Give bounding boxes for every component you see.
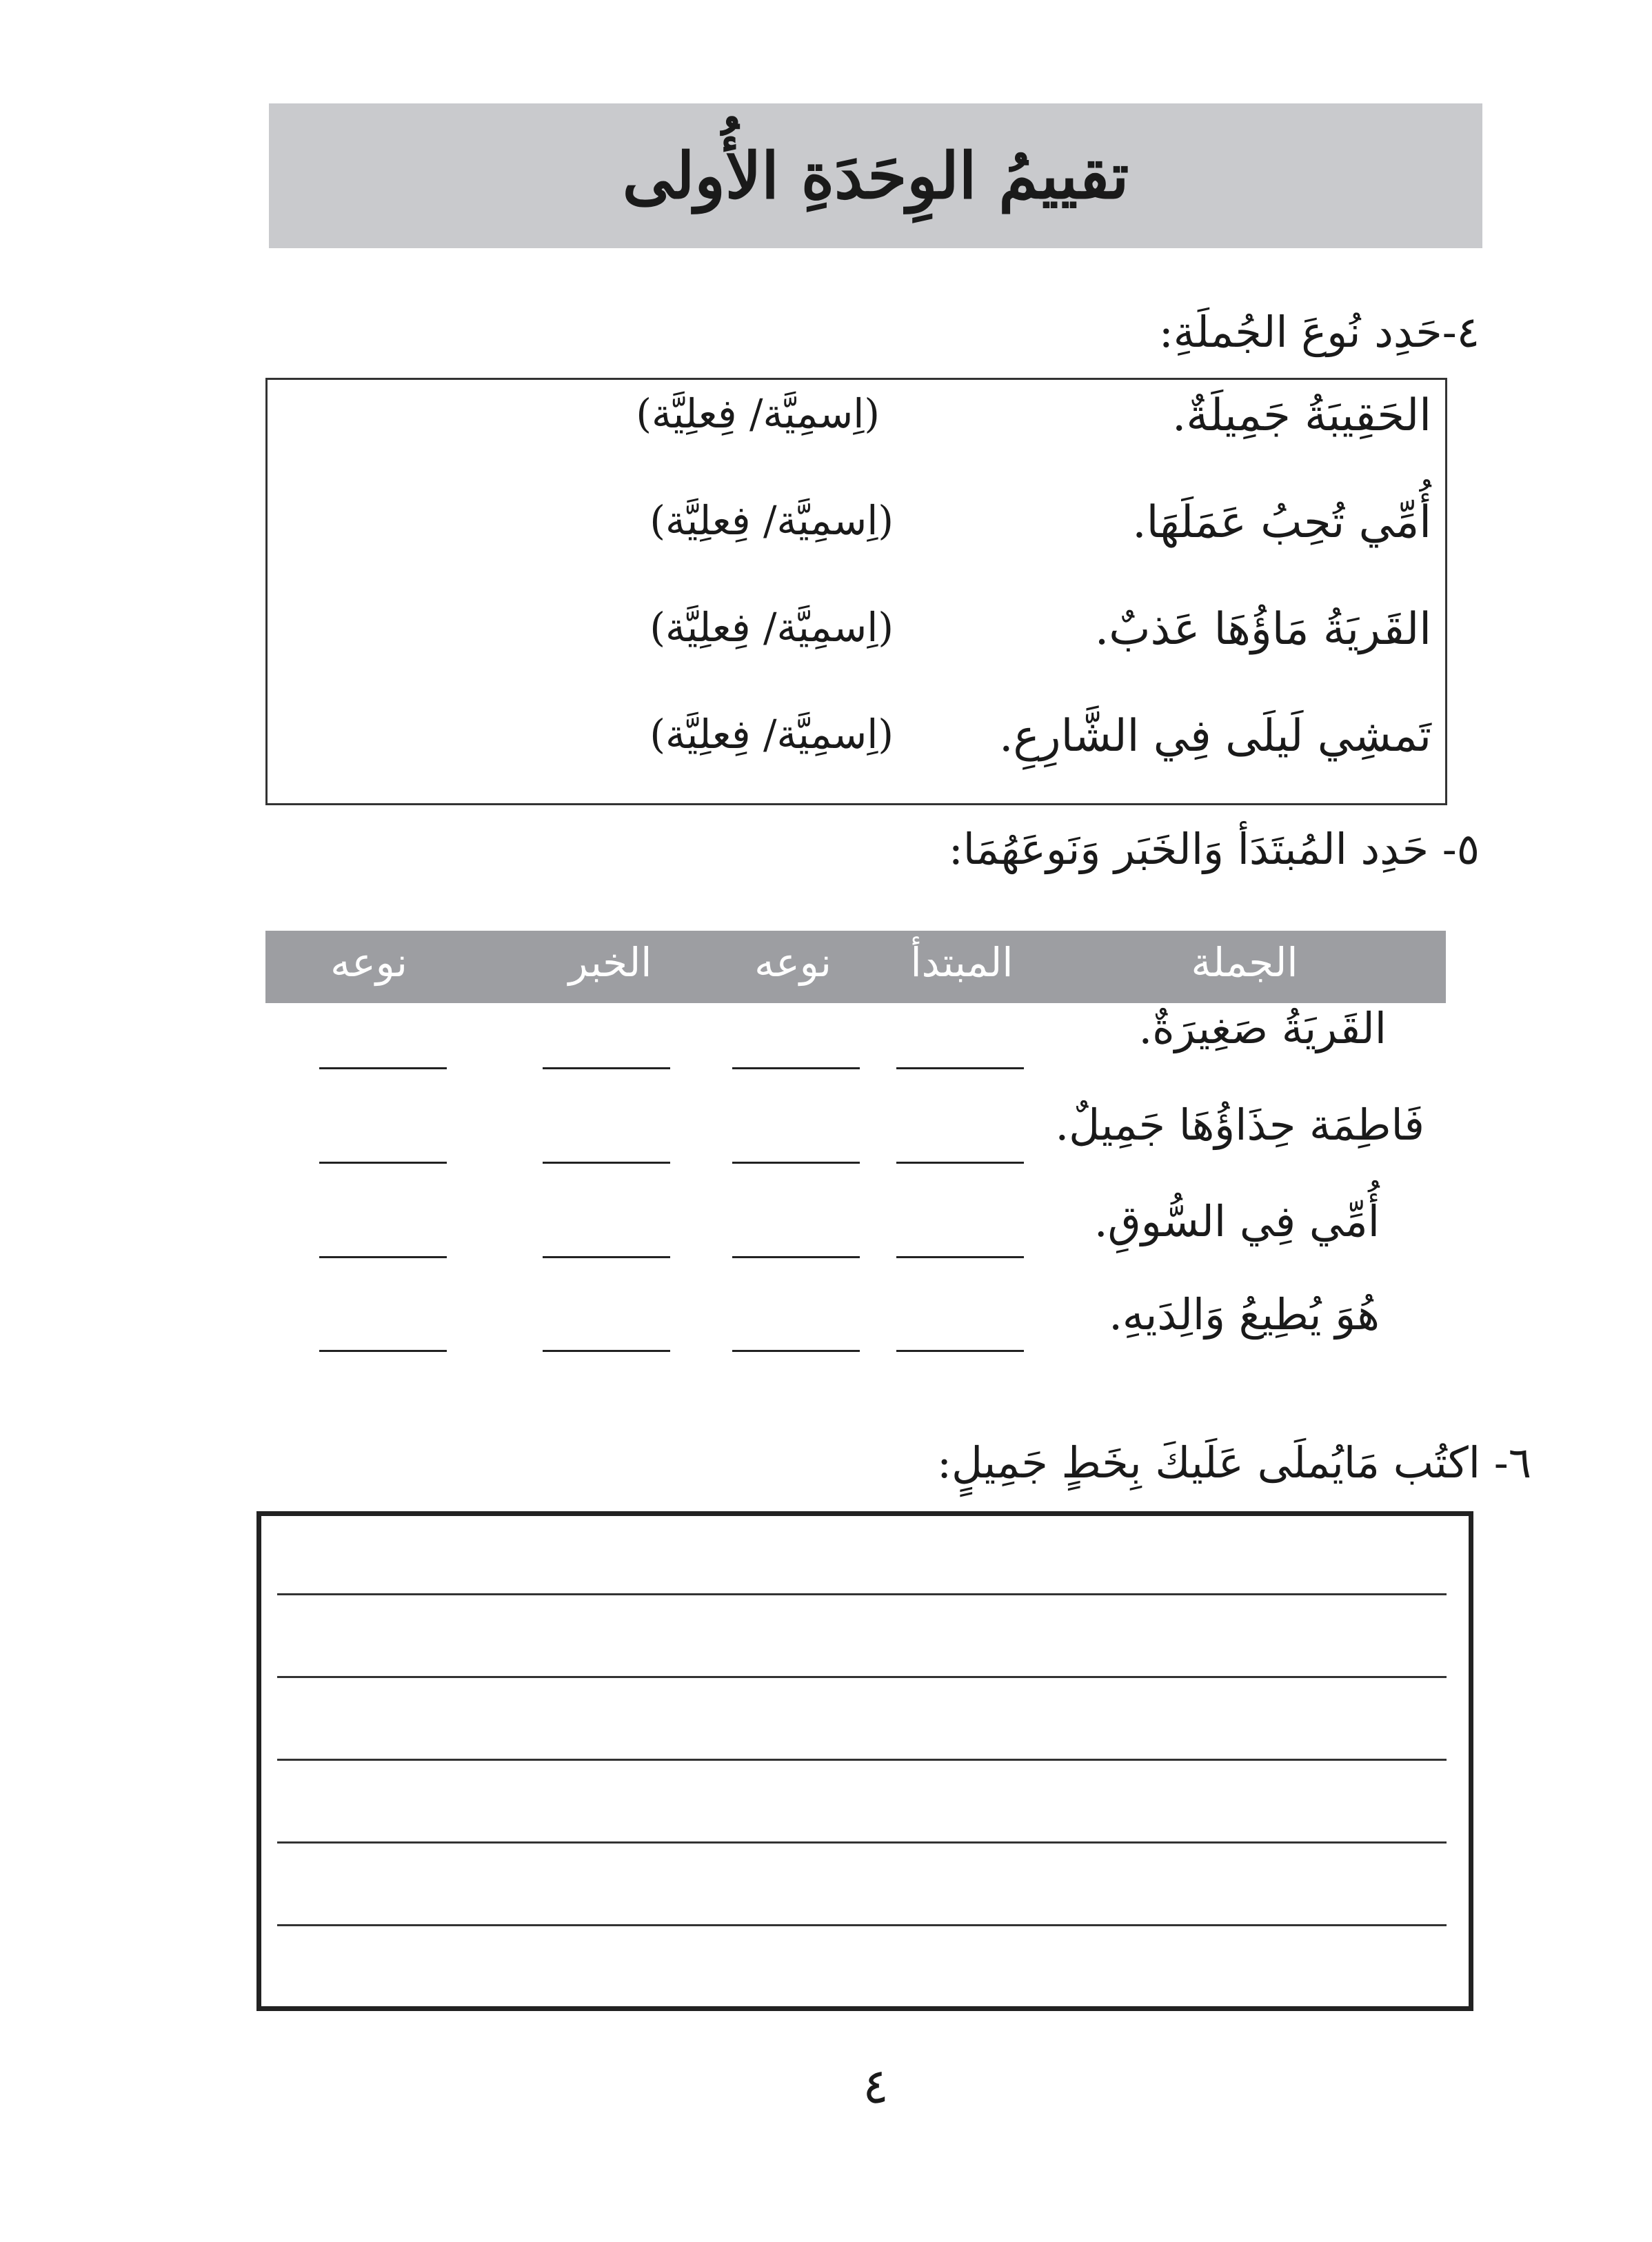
q4-options[interactable]: (اِسمِيَّة/ فِعلِيَّة) xyxy=(649,604,894,651)
header-mubtada: المبتدأ xyxy=(910,939,1014,986)
q6-heading: ٦- اكتُب مَايُملَى عَلَيكَ بِخَطٍ جَمِيلٍ: xyxy=(937,1437,1531,1488)
blank-mubtada-type[interactable] xyxy=(732,1350,860,1352)
blank-khabar-type[interactable] xyxy=(319,1350,447,1352)
q5-sentence: أُمِّي فِي السُّوقِ. xyxy=(1094,1196,1380,1246)
blank-mubtada-type[interactable] xyxy=(732,1162,860,1164)
q4-sentence: الحَقِيبَةُ جَمِيلَةٌ. xyxy=(1172,390,1431,441)
q4-row xyxy=(268,497,1445,580)
blank-khabar[interactable] xyxy=(543,1350,670,1352)
blank-mubtada[interactable] xyxy=(896,1162,1024,1164)
dictation-box[interactable] xyxy=(256,1511,1473,2011)
q4-sentence: القَريَةُ مَاؤُهَا عَذبٌ. xyxy=(1094,604,1431,655)
blank-mubtada-type[interactable] xyxy=(732,1067,860,1069)
blank-mubtada[interactable] xyxy=(896,1350,1024,1352)
writing-line[interactable] xyxy=(277,1924,1447,1926)
writing-line[interactable] xyxy=(277,1676,1447,1678)
q4-sentence: أُمِّي تُحِبُ عَمَلَهَا. xyxy=(1132,497,1431,548)
blank-mubtada-type[interactable] xyxy=(732,1256,860,1258)
blank-khabar[interactable] xyxy=(543,1162,670,1164)
q4-options[interactable]: (اِسمِيَّة/ فِعلِيَّة) xyxy=(636,390,880,437)
header-mubtada-type: نوعه xyxy=(754,939,832,986)
q4-options[interactable]: (اِسمِيَّة/ فِعلِيَّة) xyxy=(649,497,894,544)
q4-box xyxy=(265,378,1447,805)
writing-line[interactable] xyxy=(277,1593,1447,1595)
writing-line[interactable] xyxy=(277,1759,1447,1761)
blank-mubtada[interactable] xyxy=(896,1256,1024,1258)
blank-khabar-type[interactable] xyxy=(319,1067,447,1069)
q5-sentence: فَاطِمَة حِذَاؤُهَا جَمِيلٌ. xyxy=(1055,1100,1424,1150)
q5-sentence: هُوَ يُطِيعُ وَالِدَيهِ. xyxy=(1109,1289,1380,1340)
q4-sentence: تَمشِي لَيلَى فِي الشَّارِعِ. xyxy=(999,711,1431,762)
q4-row xyxy=(268,604,1445,687)
page-title: تقييمُ الوِحَدَةِ الأُولى xyxy=(622,139,1129,213)
writing-line[interactable] xyxy=(277,1841,1447,1844)
page-number: ٤ xyxy=(863,2058,889,2114)
header-khabar: الخبر xyxy=(568,939,652,986)
q5-heading: ٥- حَدِد المُبتَدَأ وَالخَبَر وَنَوعَهُمَا: xyxy=(948,824,1480,874)
q5-sentence: القَريَةُ صَغِيرَةٌ. xyxy=(1138,1003,1387,1053)
blank-khabar-type[interactable] xyxy=(319,1162,447,1164)
blank-khabar-type[interactable] xyxy=(319,1256,447,1258)
q4-options[interactable]: (اِسمِيَّة/ فِعلِيَّة) xyxy=(649,711,894,758)
q4-row xyxy=(268,390,1445,473)
header-sentence: الجملة xyxy=(1191,939,1298,986)
blank-khabar[interactable] xyxy=(543,1067,670,1069)
title-banner xyxy=(269,103,1482,248)
q4-row xyxy=(268,711,1445,794)
q5-table-header xyxy=(265,931,1446,1003)
header-khabar-type: نوعه xyxy=(330,939,407,986)
blank-khabar[interactable] xyxy=(543,1256,670,1258)
blank-mubtada[interactable] xyxy=(896,1067,1024,1069)
q4-heading: ٤-حَدِد نُوعَ الجُملَةِ: xyxy=(1158,307,1480,357)
